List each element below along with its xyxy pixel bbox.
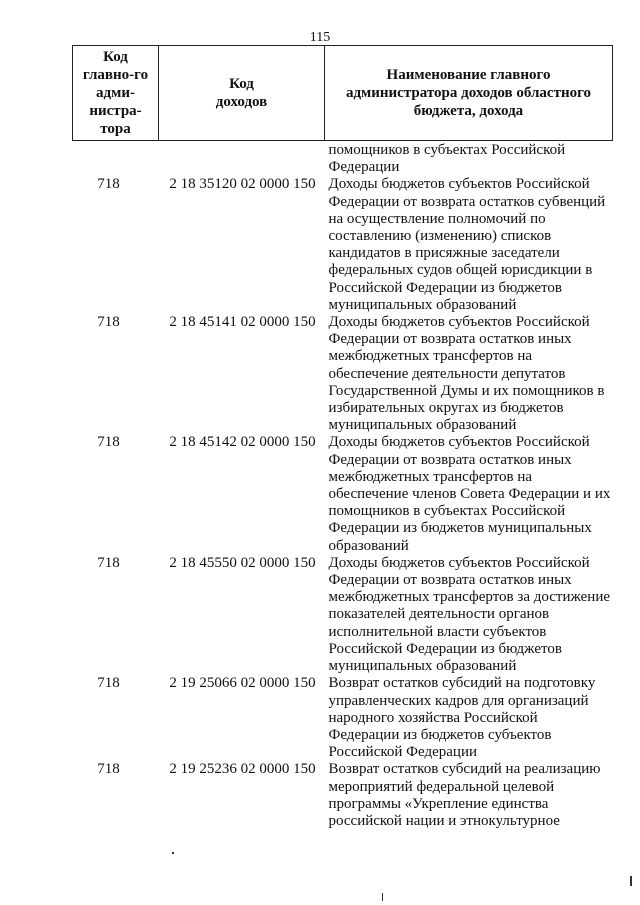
income-name-cell: Доходы бюджетов субъектов Российской Федерации от возврата остатков субвенций на осуществление полномочий по составлению (изменению) списков кандидатов в присяжные заседатели федеральных судов общей юрисдикции в Российской Федерации из бюджетов муниципальных образований xyxy=(328,176,606,313)
income-code-cell: 2 18 45550 02 0000 150 xyxy=(169,554,316,571)
admin-code-cell: 718 xyxy=(97,176,120,193)
table-row xyxy=(73,176,613,314)
header-admin-code: Код главно-го адми-нистра-тора xyxy=(73,46,159,141)
income-name-cell: Возврат остатков субсидий на реализацию мероприятий федеральной целевой программы «Укрепление единства российской нации и этнокультурное xyxy=(328,761,601,829)
admin-code-cell: 718 xyxy=(97,675,120,692)
income-name-cell: Доходы бюджетов субъектов Российской Федерации от возврата остатков иных межбюджетных трансфертов за достижение показателей деятельности органов исполнительной власти субъектов Российской Федерации из бюджетов муниципальных образований xyxy=(328,554,611,675)
continuation-text: помощников в субъектах Российской Федерации xyxy=(328,142,566,176)
table-row xyxy=(73,314,613,434)
admin-code-cell: 718 xyxy=(97,314,120,331)
continuation-row xyxy=(73,141,613,177)
admin-code-cell: 718 xyxy=(97,434,120,451)
admin-code-cell: 718 xyxy=(97,761,120,778)
page-number: 115 xyxy=(309,30,331,45)
table-body xyxy=(73,141,613,831)
table-row xyxy=(73,675,613,761)
admin-code-cell: 718 xyxy=(97,554,120,571)
scan-mark xyxy=(630,876,632,886)
scan-mark xyxy=(172,852,174,854)
income-name-cell: Доходы бюджетов субъектов Российской Федерации от возврата остатков иных межбюджетных трансфертов на обеспечение деятельности депутатов Государственной Думы и их помощников в избирательных округах из бюджетов муниципальных образований xyxy=(328,314,605,434)
income-code-cell: 2 18 35120 02 0000 150 xyxy=(169,176,316,193)
scan-mark xyxy=(382,893,383,901)
table-row xyxy=(73,555,613,675)
header-name: Наименование главного администратора доходов областного бюджета, дохода xyxy=(325,46,613,141)
income-name-cell: Возврат остатков субсидий на подготовку управленческих кадров для организаций народного хозяйства Российской Федерации из бюджетов субъектов Российской Федерации xyxy=(328,675,596,761)
income-code-cell: 2 18 45142 02 0000 150 xyxy=(169,434,316,451)
income-code-cell: 2 19 25066 02 0000 150 xyxy=(169,675,316,692)
table-row xyxy=(73,434,613,554)
table-row xyxy=(73,761,613,830)
header-income-code: Код доходов xyxy=(159,46,325,141)
income-code-cell: 2 19 25236 02 0000 150 xyxy=(169,761,316,778)
revenue-table xyxy=(72,45,613,830)
table-header xyxy=(73,46,613,141)
income-code-cell: 2 18 45141 02 0000 150 xyxy=(169,314,316,331)
income-name-cell: Доходы бюджетов субъектов Российской Федерации от возврата остатков иных межбюджетных трансфертов на обеспечение членов Совета Федерации и их помощников в субъектах Российской Федерации из бюджетов муниципальных образований xyxy=(328,434,611,554)
